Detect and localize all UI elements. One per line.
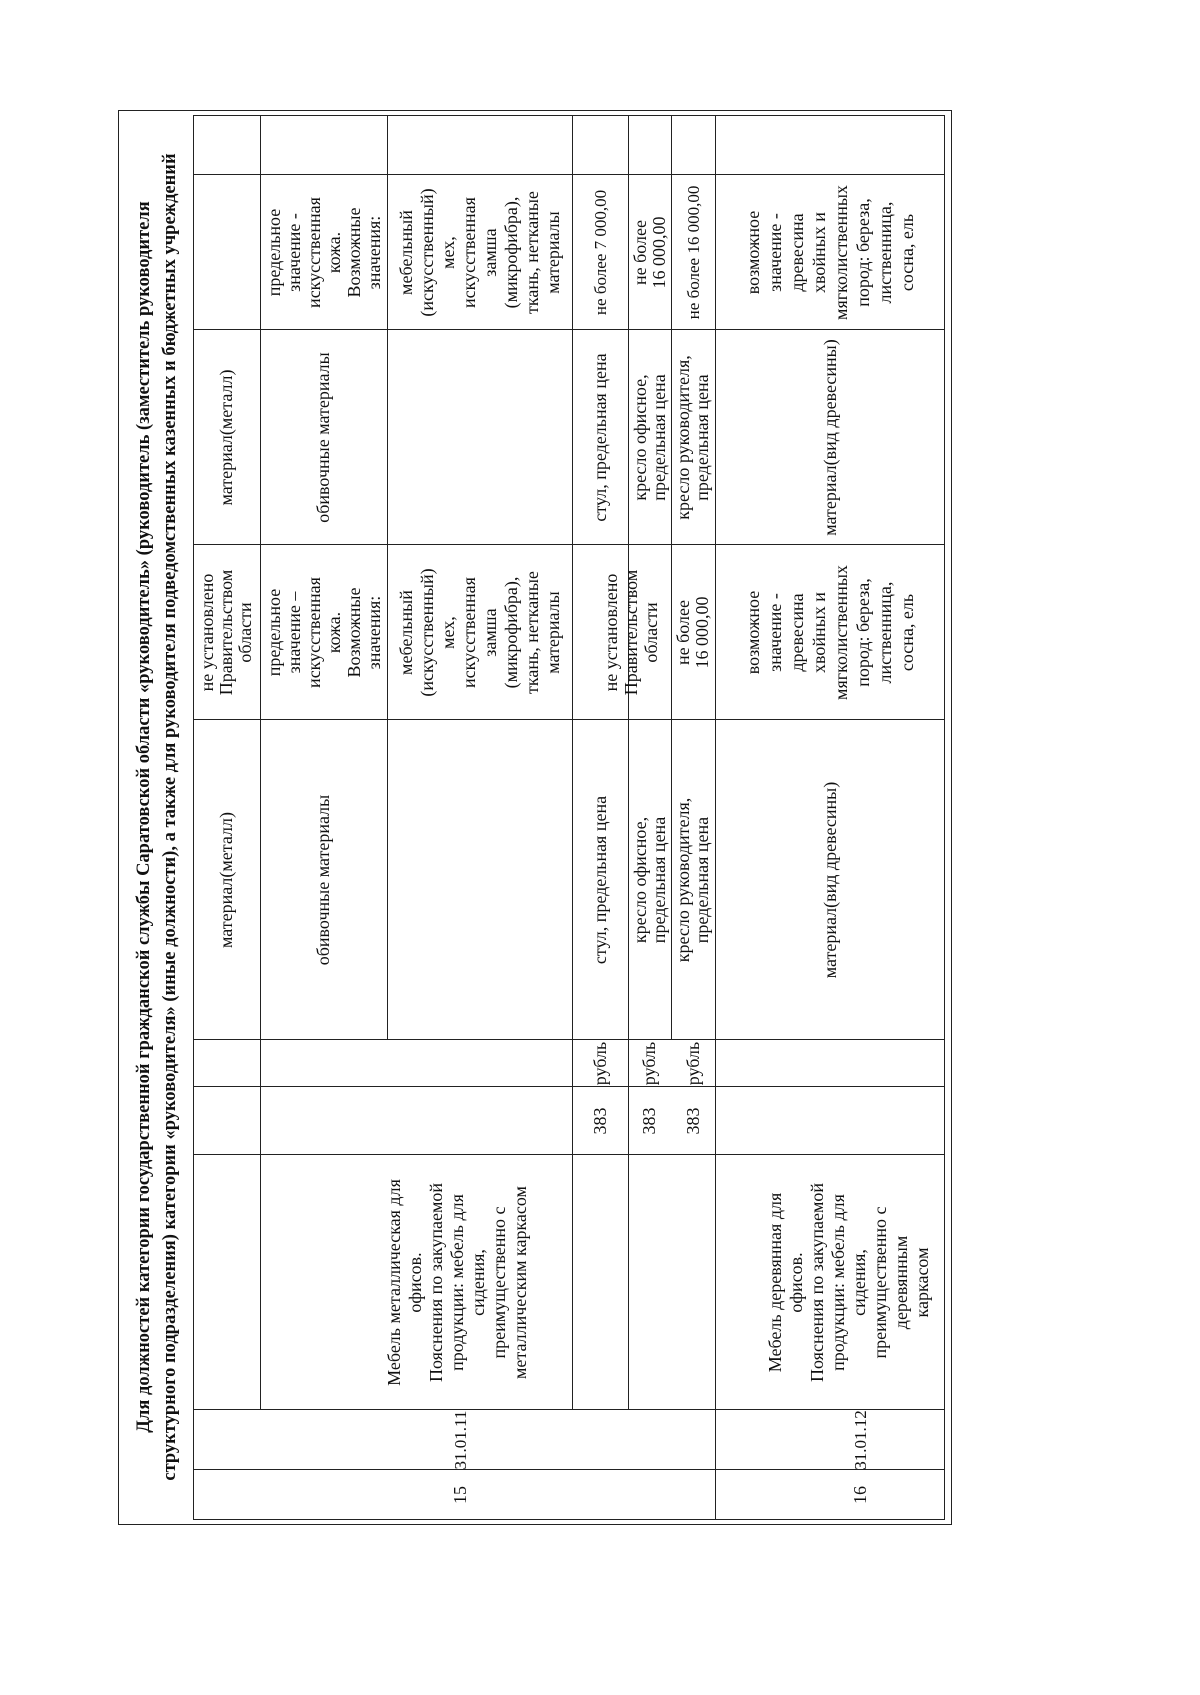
row-15-upholstery-value-options: мебельный (искусственный) мех, искусственная замша (микрофибра), ткань, нетканые материалы	[395, 568, 563, 697]
row-15-kreslo-characteristic-2: кресло офисное, предельная цена	[629, 374, 669, 501]
col-line	[193, 1469, 945, 1470]
row-15-name: Мебель металлическая для офисов. Пояснения по закупаемой продукции: мебель для сидения, преимущественно с металлическим каркасом	[384, 1179, 530, 1386]
row-15-kreslo-characteristic: кресло офисное, предельная цена	[629, 816, 669, 944]
row-15-ruk-okei: 383	[682, 1107, 703, 1135]
header-line-1: Для должностей категории государственной гражданской службы Саратовской области «руководитель» (руководитель (заместитель руководителя	[134, 201, 154, 1433]
row-15-material-characteristic: материал(металл)	[216, 812, 236, 948]
row-15-kreslo-unit: рубль	[639, 1041, 659, 1086]
row-15-kreslo-okei: 383	[639, 1107, 659, 1135]
row-15-kreslo-value-2: не более 16 000,00	[629, 216, 669, 289]
row-15-stul-okei: 383	[589, 1107, 610, 1135]
row-15-stul-unit: рубль	[589, 1041, 610, 1086]
row-16-characteristic: материал(вид древесины)	[819, 781, 840, 979]
row-15-ruk-value: не более 16 000,00	[673, 596, 712, 669]
row-15-stul-characteristic-2: стул, предельная цена	[589, 353, 610, 522]
col-line	[193, 1086, 945, 1087]
row-15-ruk-unit: рубль	[682, 1041, 703, 1086]
header-line-2: структурного подразделения) категории «руководителя» (иные должности), а также для руководителя подведомственных казенных и бюджетных учреждений	[160, 153, 180, 1481]
row-15-ruk-characteristic: кресло руководителя, предельная цена	[673, 797, 712, 963]
row-16-value-2: возможное значение - древесина хвойных и мягколиственных пород: береза, лиственница, сосна, ель	[743, 185, 917, 320]
row-15-stul-characteristic: стул, предельная цена	[589, 795, 610, 965]
row-15-upholstery-value-limit: предельное значение – искусственная кожа. Возможные значения:	[263, 577, 384, 688]
row-15-upholstery-value-limit-2: предельное значение - искусственная кожа. Возможные значения:	[263, 197, 384, 308]
row-15-upholstery-characteristic: обивочные материалы	[313, 794, 333, 966]
row-15-upholstery-characteristic-2: обивочные материалы	[313, 352, 333, 523]
row-15-ruk-value-2: не более 16 000,00	[683, 185, 703, 320]
row-16-value: возможное значение - древесина хвойных и мягколиственных пород: береза, лиственница, сосна, ель	[743, 565, 917, 700]
row-15-material-characteristic-2: материал(металл)	[216, 369, 236, 506]
row-15-ruk-characteristic-2: кресло руководителя, предельная цена	[673, 355, 712, 520]
row-16-characteristic-2: материал(вид древесины)	[819, 339, 840, 536]
row-15-upholstery-value-options-2: мебельный (искусственный) мех, искусственная замша (микрофибра), ткань, нетканые материалы	[395, 188, 563, 317]
row-16-okpd-code: 31.01.12	[850, 1410, 870, 1470]
row-16-number: 16	[849, 1486, 870, 1504]
row-line	[715, 1410, 716, 1520]
row-15-stul-value-2: не более 7 000,00	[590, 189, 610, 316]
row-15-material-value: не установлено Правительством области	[197, 569, 255, 696]
row-15-number: 15	[449, 1486, 470, 1504]
row-16-name: Мебель деревянная для офисов. Пояснения по закупаемой продукции: мебель для сидения, преимущественно с деревянным каркасом	[765, 1183, 932, 1382]
row-15-okpd-code: 31.01.11	[450, 1410, 470, 1470]
row-15-price-value-not-set: не установлено Правительством области	[600, 569, 661, 696]
